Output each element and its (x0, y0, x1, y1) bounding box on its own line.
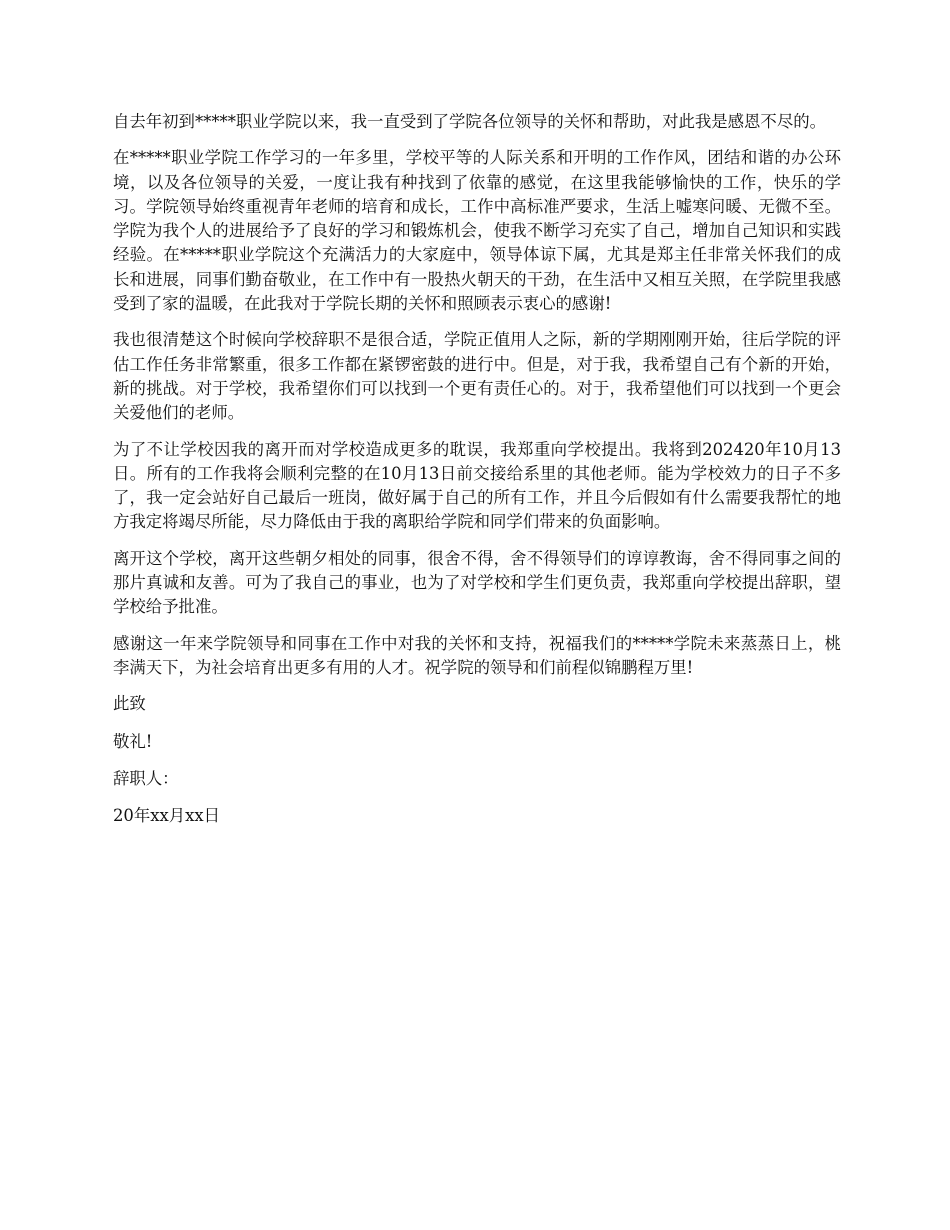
paragraph-blessing: 感谢这一年来学院领导和同事在工作中对我的关怀和支持，祝福我们的*****学院未来蒸蒸日上，桃李满天下，为社会培育出更多有用的人才。祝学院的领导和们前程似锦鹏程万里! (113, 633, 841, 677)
paragraph-timing: 我也很清楚这个时候向学校辞职不是很合适，学院正值用人之际，新的学期刚刚开始，往后学院的评估工作任务非常繁重，很多工作都在紧锣密鼓的进行中。但是，对于我，我希望自己有个新的开始，新的挑战。对于学校，我希望你们可以找到一个更有责任心的。对于，我希望他们可以找到一个更会关爱他们的老师。 (113, 330, 841, 423)
closing-salutation: 此致 (113, 694, 146, 714)
closing-respect: 敬礼! (113, 731, 153, 751)
signature-label: 辞职人： (113, 768, 179, 788)
paragraph-work-experience: 在*****职业学院工作学习的一年多里，学校平等的人际关系和开明的工作作风，团结和谐的办公环境，以及各位领导的关爱，一度让我有种找到了依靠的感觉，在这里我能够愉快的工作，快乐的学习。学院领导始终重视青年老师的培育和成长，工作中高标准严要求，生活上嘘寒问暖、无微不至。学院为我个人的进展给予了良好的学习和锻炼机会，使我不断学习充实了自己，增加自己知识和实践经验。在*****职业学院这个充满活力的大家庭中，领导体谅下属，尤其是郑主任非常关怀我们的成长和进展，同事们勤奋敬业，在工作中有一股热火朝天的干劲，在生活中又相互关照，在学院里我感受到了家的温暖，在此我对于学院长期的关怀和照顾表示衷心的感谢! (113, 148, 841, 314)
letter-date: 20年xx月xx日 (113, 806, 221, 826)
paragraph-gratitude-intro: 自去年初到*****职业学院以来，我一直受到了学院各位领导的关怀和帮助，对此我是感恩不尽的。 (113, 112, 826, 131)
paragraph-handover: 为了不让学校因我的离开而对学校造成更多的耽误，我郑重向学校提出。我将到202420年10月13日。所有的工作我将会顺利完整的在10月13日前交接给系里的其他老师。能为学校效力的日子不多了，我一定会站好自己最后一班岗，做好属于自己的所有工作，并且今后假如有什么需要我帮忙的地方我定将竭尽所能，尽力降低由于我的离职给学院和同学们带来的负面影响。 (113, 439, 841, 532)
paragraph-farewell: 离开这个学校，离开这些朝夕相处的同事，很舍不得，舍不得领导们的谆谆教诲，舍不得同事之间的那片真诚和友善。可为了我自己的事业，也为了对学校和学生们更负责，我郑重向学校提出辞职，望学校给予批准。 (113, 548, 841, 617)
resignation-letter (113, 110, 841, 841)
